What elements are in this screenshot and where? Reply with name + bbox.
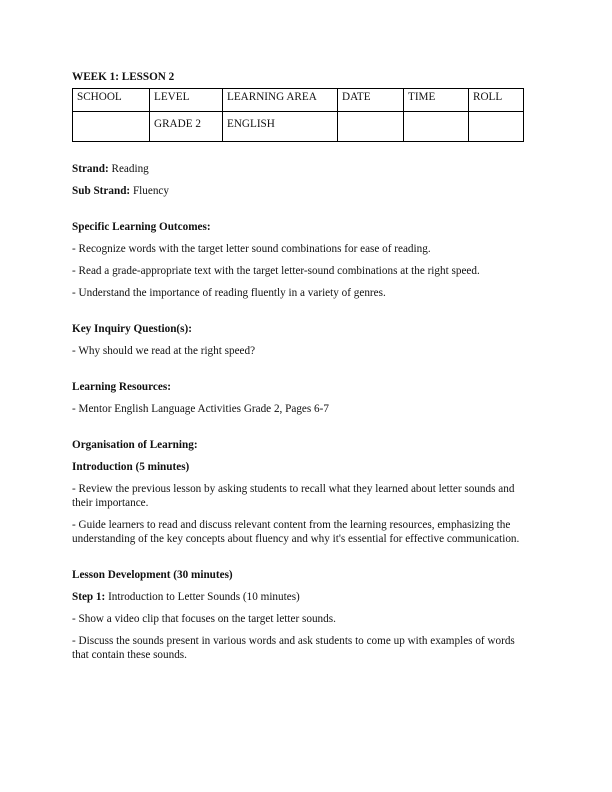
lesson-info-table — [72, 88, 524, 142]
resource-item: - Mentor English Language Activities Grade 2, Pages 6-7 — [72, 403, 329, 415]
inquiry-item: - Why should we read at the right speed? — [72, 345, 256, 357]
table-cell-learning-area: ENGLISH — [223, 112, 338, 142]
substrand-value: Fluency — [130, 185, 169, 197]
document-page — [72, 70, 542, 670]
development-item: - Discuss the sounds present in various words and ask students to come up with examples of words that contain these sounds. — [72, 635, 515, 661]
table-header-row — [73, 89, 524, 112]
development-heading: Lesson Development (30 minutes) — [72, 569, 233, 581]
development-item: - Show a video clip that focuses on the target letter sounds. — [72, 613, 336, 625]
introduction-item: - Guide learners to read and discuss relevant content from the learning resources, emphasizing the understanding of the key concepts about fluency and why it's essential for effective communication. — [72, 519, 520, 545]
strand-value: Reading — [108, 163, 149, 175]
table-header-school: SCHOOL — [73, 89, 150, 112]
table-cell-roll — [469, 112, 524, 142]
resources-heading: Learning Resources: — [72, 381, 171, 393]
table-cell-time — [404, 112, 469, 142]
step1-line — [72, 590, 542, 604]
table-cell-school — [73, 112, 150, 142]
outcome-item: - Understand the importance of reading fluently in a variety of genres. — [72, 287, 386, 299]
step1-label: Step 1: — [72, 591, 106, 603]
table-cell-level: GRADE 2 — [150, 112, 223, 142]
organisation-heading: Organisation of Learning: — [72, 439, 198, 451]
introduction-heading: Introduction (5 minutes) — [72, 461, 190, 473]
table-header-level: LEVEL — [150, 89, 223, 112]
substrand-label: Sub Strand: — [72, 185, 131, 197]
substrand-line — [72, 184, 542, 198]
table-value-row — [73, 112, 524, 142]
outcome-item: - Recognize words with the target letter sound combinations for ease of reading. — [72, 243, 431, 255]
outcome-item: - Read a grade-appropriate text with the target letter-sound combinations at the right speed. — [72, 265, 480, 277]
table-header-learning-area: LEARNING AREA — [223, 89, 338, 112]
introduction-item: - Review the previous lesson by asking students to recall what they learned about letter sounds and their importance. — [72, 483, 515, 509]
table-header-roll: ROLL — [469, 89, 524, 112]
table-cell-date — [338, 112, 404, 142]
step1-value: Introduction to Letter Sounds (10 minutes) — [105, 591, 300, 603]
strand-label: Strand: — [72, 163, 109, 175]
lesson-title: WEEK 1: LESSON 2 — [72, 71, 175, 83]
table-header-date: DATE — [338, 89, 404, 112]
inquiry-heading: Key Inquiry Question(s): — [72, 323, 192, 335]
outcomes-heading: Specific Learning Outcomes: — [72, 221, 211, 233]
table-header-time: TIME — [404, 89, 469, 112]
strand-line — [72, 162, 542, 176]
